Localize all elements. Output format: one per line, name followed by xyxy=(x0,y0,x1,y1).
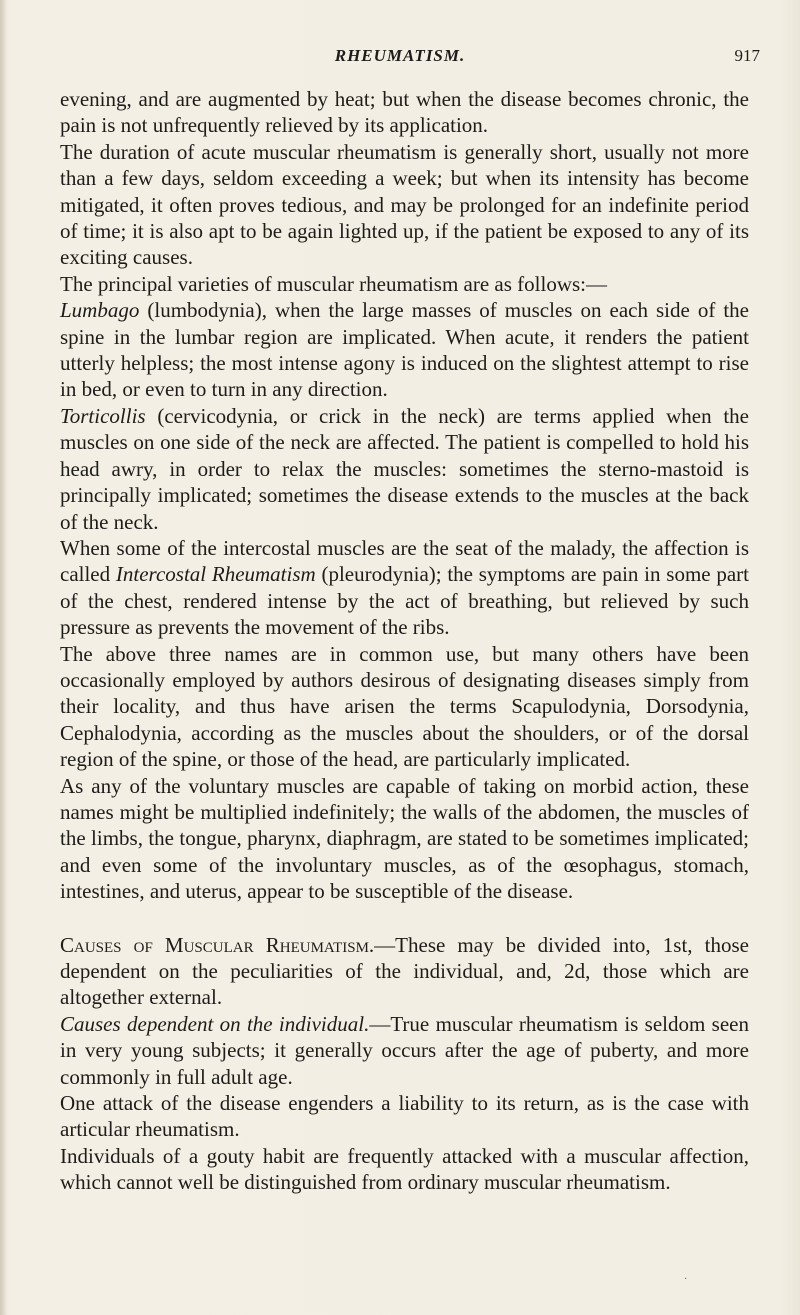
paragraph-evening: evening, and are augmented by heat; but when the disease becomes chronic, the pain is not unfrequently relieved by its application. xyxy=(60,87,749,138)
term-torticollis: Torticollis xyxy=(60,403,146,428)
lumbago-description: (lumbodynia), when the large masses of muscles on each side of the spine in the lumbar region are implicated. When acute, it renders the patient utterly helpless; the most intense agony is induced on the slightest attempt to rise in bed, or even to turn in any direction. xyxy=(60,298,749,402)
paragraph-causes xyxy=(60,932,749,1011)
paragraph-voluntary-muscles: As any of the voluntary muscles are capable of taking on morbid action, these names might be multiplied indefinitely; the walls of the abdomen, the muscles of the limbs, the tongue, pharynx, diaphragm, are stated to be sometimes implicated; and even some of the involuntary muscles, as of the œsophagus, stomach, intestines, and uterus, appear to be susceptible of the disease. xyxy=(60,773,749,904)
paragraph-other-names: The above three names are in common use, but many others have been occasionally employed by authors desirous of designating diseases simply from their locality, and thus have arisen the terms Scapulodynia, Dorsodynia, Cephalodynia, according as the muscles about the shoulders, or of the dorsal region of the spine, or those of the head, are particularly implicated. xyxy=(60,641,749,772)
paragraph-lumbago xyxy=(60,297,749,403)
body-text xyxy=(60,86,749,1196)
paragraph-varieties: The principal varieties of muscular rheumatism are as follows:— xyxy=(60,271,607,296)
paragraph-gouty-habit: Individuals of a gouty habit are frequently attacked with a muscular affection, which cannot well be distinguished from ordinary muscular rheumatism. xyxy=(60,1143,749,1195)
printer-mark: · xyxy=(684,1274,688,1285)
paragraph-individual-causes xyxy=(60,1011,749,1090)
intercostal-description: (pleurodynia); the symptoms are pain in some part of the chest, rendered intense by the act of breathing, but relieved by such pressure as prevents the movement of the ribs. xyxy=(60,562,750,640)
subheading-individual-causes: Causes dependent on the individual. xyxy=(60,1011,370,1036)
running-head: RHEUMATISM. xyxy=(334,46,466,65)
intercostal-intro: When some of the intercostal muscles are the seat of the malady, the affection is called xyxy=(60,535,749,587)
causes-description: —These may be divided into, 1st, those dependent on the peculiarities of the individual, and, 2d, those which are altogether external. xyxy=(60,932,749,1010)
section-heading-causes: Causes of Muscular Rheumatism. xyxy=(60,932,375,957)
paragraph-intercostal xyxy=(60,535,749,641)
paragraph-duration: The duration of acute muscular rheumatism is generally short, usually not more than a few days, seldom exceeding a week; but when its intensity has become mitigated, it often proves tedious, and may be prolonged for an indefinite period of time; it is also apt to be again lighted up, if the patient be exposed to any of its exciting causes. xyxy=(60,139,749,270)
page-header xyxy=(40,46,760,72)
torticollis-description: (cervicodynia, or crick in the neck) are terms applied when the muscles on one side of the neck are affected. The patient is compelled to hold his head awry, in order to relax the muscles: sometimes the sterno-mastoid is principally implicated; sometimes the disease extends to the muscles at the back of the neck. xyxy=(60,403,749,534)
page-number: 917 xyxy=(734,46,760,65)
page-gutter-shadow xyxy=(0,0,7,1315)
paragraph-one-attack: One attack of the disease engenders a liability to its return, as is the case with articular rheumatism. xyxy=(60,1091,749,1142)
term-intercostal-rheumatism: Intercostal Rheumatism xyxy=(115,562,316,587)
section-gap xyxy=(60,905,749,932)
individual-causes-description: —True muscular rheumatism is seldom seen in very young subjects; it generally occurs after the age of puberty, and more commonly in full adult age. xyxy=(60,1011,749,1089)
term-lumbago: Lumbago xyxy=(60,298,140,323)
paragraph-torticollis xyxy=(60,403,749,535)
